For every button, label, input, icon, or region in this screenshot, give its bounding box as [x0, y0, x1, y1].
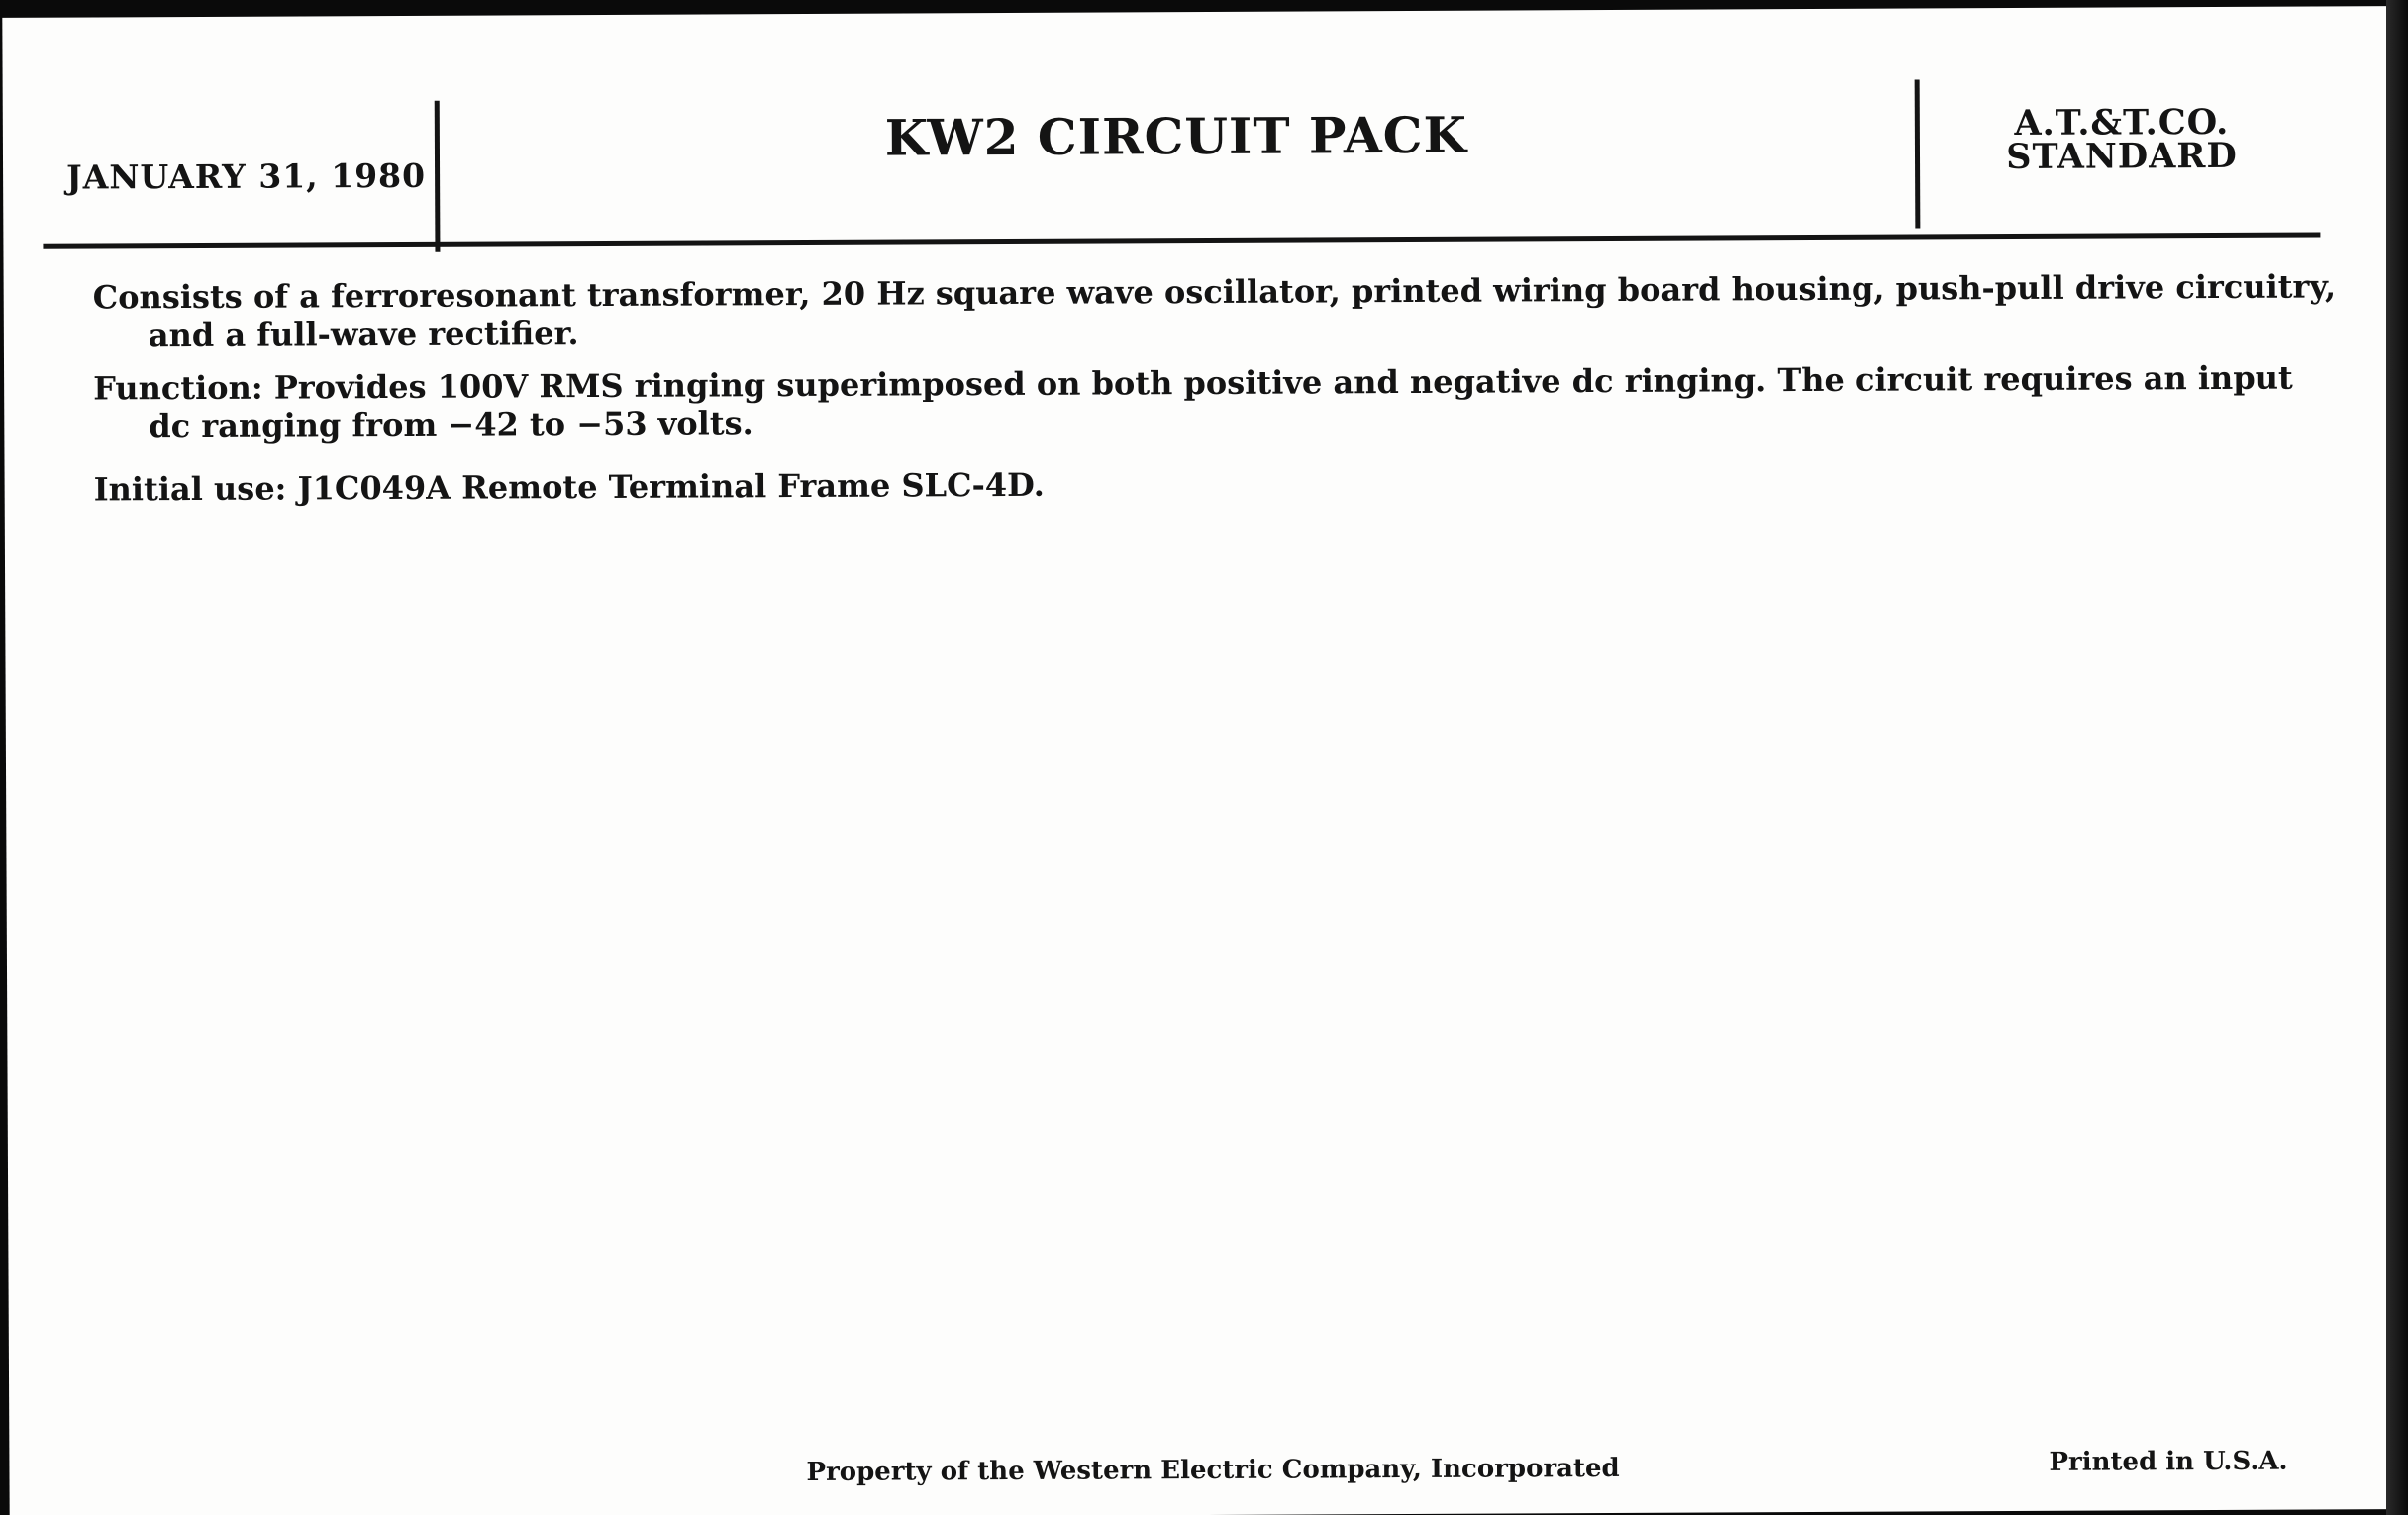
standard-line-2: STANDARD — [2006, 135, 2238, 178]
property-notice: Property of the Western Electric Company, Incorporated — [806, 1453, 1620, 1487]
printed-notice: Printed in U.S.A. — [2049, 1446, 2288, 1477]
header-rule — [43, 232, 2320, 248]
standard-line-1: A.T.&T.CO. — [2014, 101, 2230, 144]
function-paragraph: Function: Provides 100V RMS ringing superimposed on both positive and negative dc ringing. The circuit requires an input dc ranging from −42 to −53 volts. — [93, 358, 2293, 446]
standard-label — [1924, 101, 2320, 178]
scan-edge-shadow — [2386, 0, 2408, 1515]
issue-date: JANUARY 31, 1980 — [65, 155, 427, 197]
description-paragraph: Consists of a ferroresonant transformer, 20 Hz square wave oscillator, printed wiring board housing, push-pull drive circuitry, and a full-wave rectifier. — [92, 267, 2337, 354]
header-divider-right — [1915, 79, 1921, 228]
document-card — [2, 6, 2407, 1515]
initial-use-paragraph: Initial use: J1C049A Remote Terminal Frame SLC-4D. — [93, 465, 1045, 509]
page-title: KW2 CIRCUIT PACK — [884, 105, 1468, 167]
